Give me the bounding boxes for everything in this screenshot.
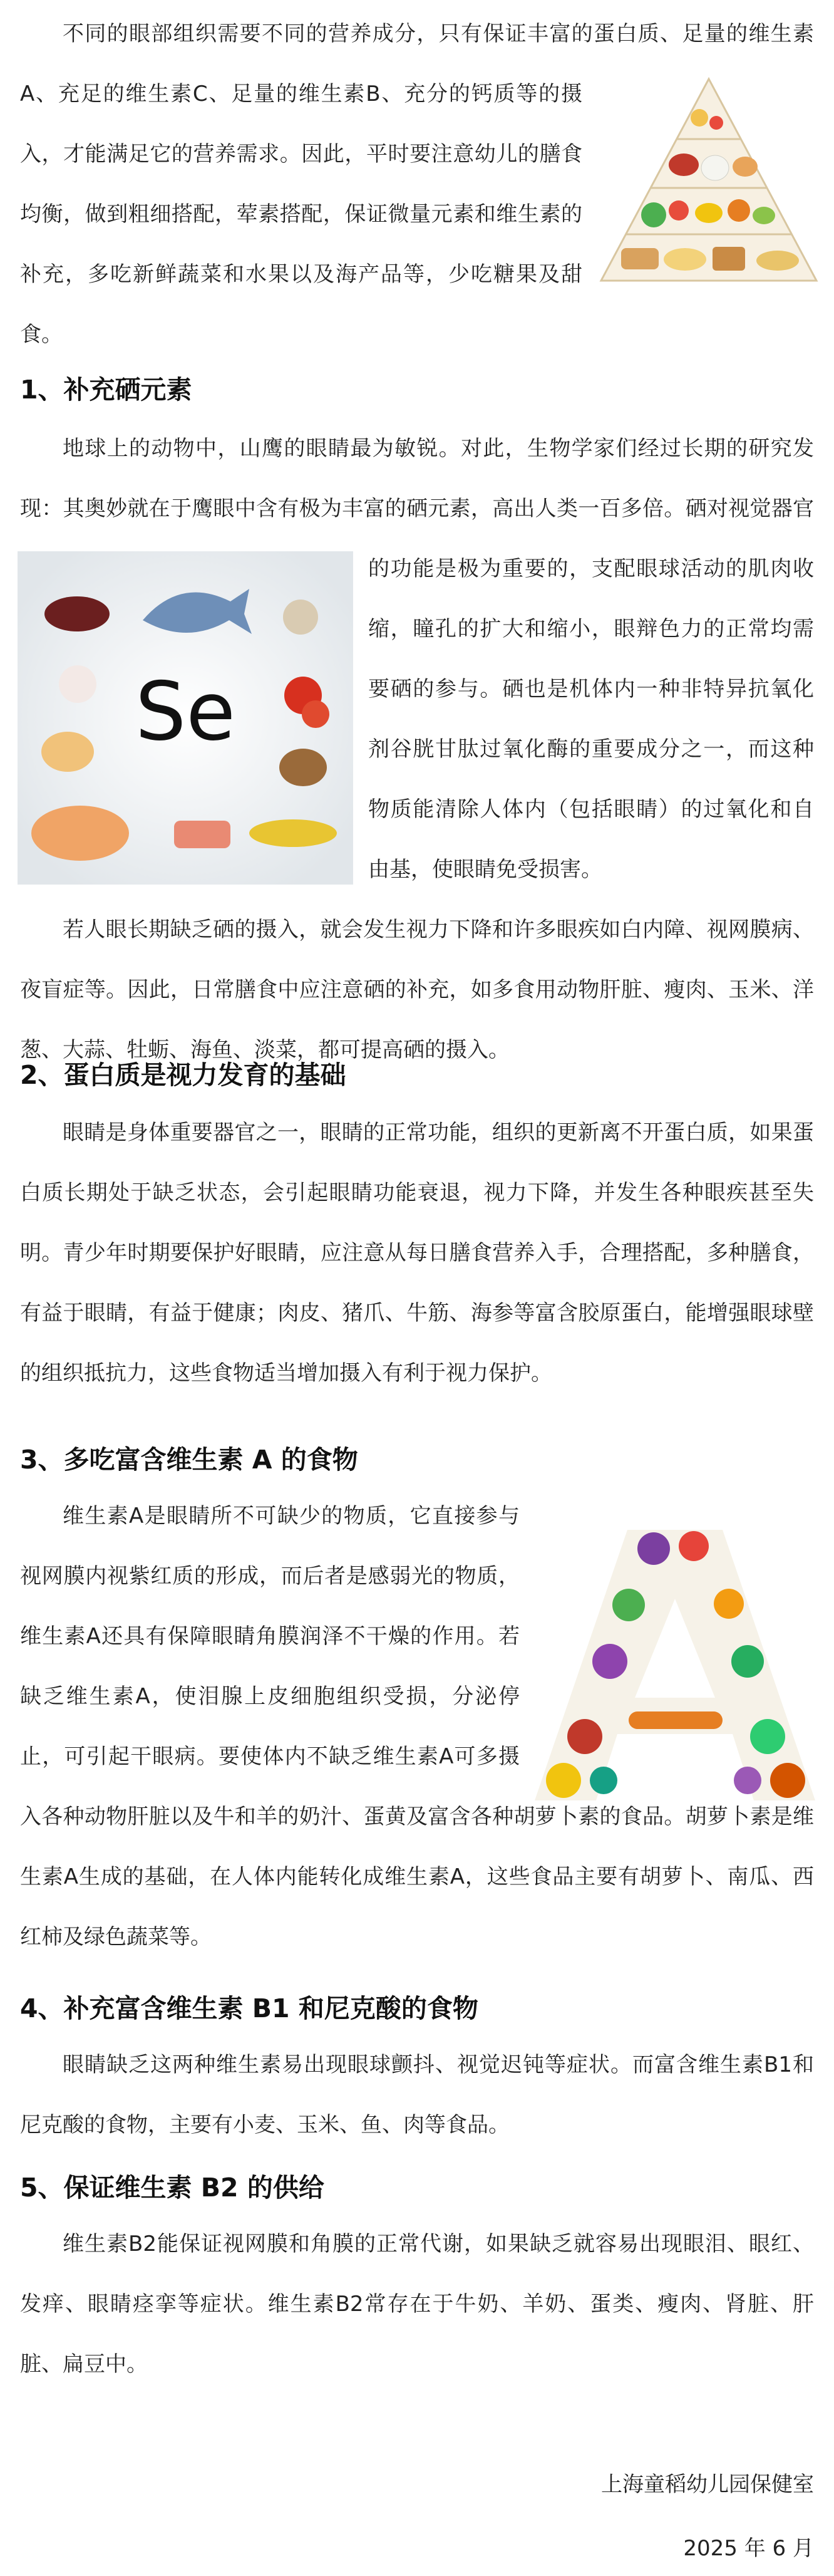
section-2-heading: 2、蛋白质是视力发育的基础 [20, 1060, 346, 1090]
wrap-spacer [20, 539, 368, 900]
section-1-heading: 1、补充硒元素 [20, 375, 192, 405]
section-3-paragraph: 维生素A是眼睛所不可缺少的物质，它直接参与视网膜内视紫红质的形成，而后者是感弱光的物质，维生素A还具有保障眼睛角膜润泽不干燥的作用。若缺乏维生素A，使泪腺上皮细胞组织受损，分泌停止，可引起干眼病。要使体内不缺乏维生素A可多摄入各种动物肝脏以及牛和羊的奶汁、蛋黄及富含各种胡萝卜素的食品。胡萝卜素是维生素A生成的基础，在人体内能转化成维生素A，这些食品主要有胡萝卜、南瓜、西红柿及绿色蔬菜等。 [20, 1486, 814, 1967]
wrap-spacer [582, 64, 814, 302]
selenium-symbol-label: Se [135, 665, 235, 759]
footer-date: 2025 年 6 月 [683, 2536, 814, 2561]
section-3-heading: 3、多吃富含维生素 A 的食物 [20, 1445, 358, 1475]
section-1-paragraph-1: 地球上的动物中，山鹰的眼睛最为敏锐。对此，生物学家们经过长期的研究发现：其奥妙就在于鹰眼中含有极为丰富的硒元素，高出人类一百多倍。硒对视觉器官的功能是极为重要的，支配眼球活动的肌肉收缩，瞳孔的扩大和缩小，眼辩色力的正常均需要硒的参与。硒也是机体内一种非特异抗氧化剂谷胱甘肽过氧化酶的重要成分之一，而这种物质能清除人体内（包括眼睛）的过氧化和自由基，使眼睛免受损害。 [20, 418, 814, 900]
footer-organization: 上海童稻幼儿园保健室 [601, 2472, 814, 2497]
section-5-paragraph: 维生素B2能保证视网膜和角膜的正常代谢，如果缺乏就容易出现眼泪、眼红、发痒、眼睛痉挛等症状。维生素B2常存在于牛奶、羊奶、蛋类、瘦肉、肾脏、肝脏、扁豆中。 [20, 2231, 814, 2377]
section-1-paragraph-2: 若人眼长期缺乏硒的摄入，就会发生视力下降和许多眼疾如白内障、视网膜病、夜盲症等。因此，日常膳食中应注意硒的补充，如多食用动物肝脏、瘦肉、玉米、洋葱、大蒜、牡蛎、海鱼、淡菜，都可提高硒的摄入。 [20, 917, 814, 1062]
wrap-spacer [520, 1486, 814, 1787]
section-2-paragraph: 眼睛是身体重要器官之一，眼睛的正常功能，组织的更新离不开蛋白质，如果蛋白质长期处于缺乏状态，会引起眼睛功能衰退，视力下降，并发生各种眼疾甚至失明。青少年时期要保护好眼睛，应注意从每日膳食营养入手，合理搭配，多种膳食，有益于眼睛，有益于健康；肉皮、猪爪、牛筋、海参等富含胶原蛋白，能增强眼球壁的组织抵抗力，这些食物适当增加摄入有利于视力保护。 [20, 1120, 814, 1386]
intro-paragraph: 不同的眼部组织需要不同的营养成分，只有保证丰富的蛋白质、足量的维生素A、充足的维生素C、足量的维生素B、充分的钙质等的摄入，才能满足它的营养需求。因此，平时要注意幼儿的膳食均衡，做到粗细搭配，荤素搭配，保证微量元素和维生素的补充，多吃新鲜蔬菜和水果以及海产品等，少吃糖果及甜食。 [20, 21, 814, 347]
section-4-paragraph: 眼睛缺乏这两种维生素易出现眼球颤抖、视觉迟钝等症状。而富含维生素B1和尼克酸的食物，主要有小麦、玉米、鱼、肉等食品。 [20, 2052, 814, 2137]
section-5-heading: 5、保证维生素 B2 的供给 [20, 2173, 324, 2203]
section-4-heading: 4、补充富含维生素 B1 和尼克酸的食物 [20, 1993, 478, 2023]
